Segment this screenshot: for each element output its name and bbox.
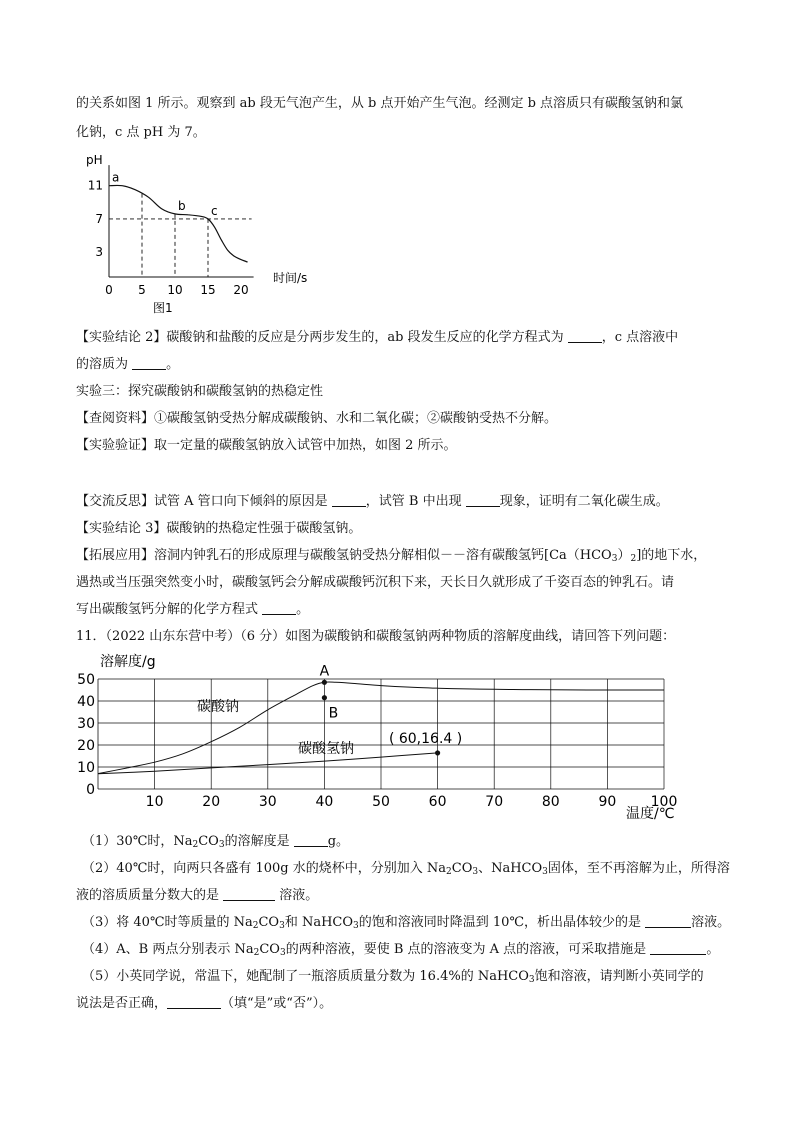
- paragraph-line: 化钠，c 点 pH 为 7。: [76, 125, 206, 140]
- question-4: （4）A、B 两点分别表示 $Na_2CO_3$的两种溶液，要使 B 点的溶液变为 A 点的溶液，可采取措施是 。: [82, 942, 720, 958]
- figure-caption: 图1: [153, 301, 173, 315]
- x-tick-label: 10: [167, 283, 183, 297]
- data-point: [322, 680, 327, 685]
- answer-blank[interactable]: [332, 493, 366, 507]
- y-tick-label: 7: [95, 211, 103, 226]
- x-tick-label: 60: [428, 794, 447, 810]
- paragraph-line: 【实验结论 2】碳酸钠和盐酸的反应是分两步发生的，ab 段发生反应的化学方程式为 ，c 点溶液中: [76, 330, 679, 345]
- question-5: （5）小英同学说，常温下，她配制了一瓶溶质质量分数为 16.4%的 NaHCO$_3$饱和溶液，请判断小英同学的: [82, 969, 704, 985]
- answer-blank[interactable]: [294, 833, 328, 847]
- answer-blank[interactable]: [568, 329, 602, 343]
- x-axis-label: 温度/℃: [626, 806, 675, 822]
- y-axis-label: 溶解度/g: [100, 654, 156, 670]
- data-point: [435, 750, 440, 755]
- point-label: A: [319, 663, 330, 680]
- x-tick-label: 5: [138, 283, 146, 297]
- answer-blank[interactable]: [645, 914, 691, 928]
- paragraph-line: 的关系如图 1 所示。观察到 ab 段无气泡产生，从 b 点开始产生气泡。经测定 b 点溶质只有碳酸氢钠和氯: [76, 96, 684, 111]
- point-label-c: c: [211, 203, 218, 218]
- y-tick-label: 10: [77, 760, 95, 776]
- x-tick-label: 70: [485, 794, 504, 810]
- y-tick-label: 0: [86, 782, 95, 798]
- point-label-b: b: [178, 198, 186, 213]
- data-point: [322, 695, 327, 700]
- paragraph-line: 【查阅资料】①碳酸氢钠受热分解成碳酸钠、水和二氧化碳；②碳酸钠受热不分解。: [76, 411, 558, 426]
- x-tick-label: 0: [105, 283, 113, 297]
- x-tick-label: 20: [233, 283, 249, 297]
- y-axis-label: pH: [86, 153, 103, 167]
- question-2-cont: 液的溶质质量分数大的是 溶液。: [76, 888, 319, 903]
- y-tick-label: 11: [87, 178, 103, 193]
- x-tick-label: 40: [315, 794, 334, 810]
- question-5-cont: 说法是否正确， （填“是”或“否”）。: [76, 996, 333, 1011]
- x-tick-label: 50: [372, 794, 390, 810]
- series-label-na2co3: 碳酸钠: [197, 699, 239, 715]
- y-tick-label: 50: [77, 672, 95, 688]
- y-tick-label: 30: [77, 716, 95, 732]
- figure-1-ph-chart: [80, 150, 320, 318]
- paragraph-line: 【拓展应用】溶洞内钟乳石的形成原理与碳酸氢钠受热分解相似－－溶有碳酸氢钙$[Ca(HCO_3)_2]$的地下水，: [76, 548, 707, 564]
- answer-blank[interactable]: [132, 356, 166, 370]
- question-1: （1）30℃时，$Na_2CO_3$的溶解度是 g。: [82, 834, 350, 850]
- answer-blank[interactable]: [167, 995, 221, 1009]
- answer-blank[interactable]: [223, 887, 275, 901]
- point-label: ( 60,16.4 ): [388, 730, 463, 747]
- x-tick-label: 90: [598, 794, 617, 810]
- answer-blank[interactable]: [650, 941, 706, 955]
- ph-curve: [109, 185, 248, 262]
- paragraph-line: 【实验验证】取一定量的碳酸氢钠放入试管中加热，如图 2 所示。: [76, 438, 457, 453]
- paragraph-line: 写出碳酸氢钙分解的化学方程式 。: [76, 602, 310, 617]
- grid: [98, 679, 664, 789]
- x-tick-label: 30: [258, 794, 277, 810]
- paragraph-line: 【实验结论 3】碳酸钠的热稳定性强于碳酸氢钠。: [76, 521, 362, 536]
- x-tick-label: 80: [541, 794, 560, 810]
- y-tick-label: 20: [77, 738, 95, 754]
- solubility-chart: [77, 650, 690, 826]
- question-3: （3）将 40℃时等质量的 $Na_2CO_3$和 NaHCO$_3$的饱和溶液同时降温到 10℃，析出晶体较少的是 溶液。: [82, 915, 731, 931]
- answer-blank[interactable]: [262, 601, 296, 615]
- y-tick-label: 3: [95, 245, 103, 260]
- paragraph-line: 的溶质为 。: [76, 357, 180, 372]
- series-label-nahco3: 碳酸氢钠: [298, 741, 354, 757]
- paragraph-line: 遇热或当压强突然变小时，碳酸氢钙会分解成碳酸钙沉积下来，天长日久就形成了千姿百态的钟乳石。请: [76, 575, 675, 590]
- y-tick-label: 40: [77, 694, 95, 710]
- x-tick-label: 10: [145, 794, 164, 810]
- section-heading: 实验三：探究碳酸钠和碳酸氢钠的热稳定性: [76, 384, 324, 399]
- question-heading: 11．（2022 山东东营中考）（6 分）如图为碳酸钠和碳酸氢钠两种物质的溶解度曲线，请回答下列问题：: [76, 629, 676, 644]
- paragraph-line: 【交流反思】试管 A 管口向下倾斜的原因是 ，试管 B 中出现 现象，证明有二氧化碳生成。: [76, 494, 669, 509]
- answer-blank[interactable]: [466, 493, 500, 507]
- axes: [88, 165, 254, 297]
- question-2: （2）40℃时，向两只各盛有 100g 水的烧杯中，分别加入 $Na_2CO_3$、NaHCO$_3$固体，至不再溶解为止，所得溶: [82, 861, 730, 877]
- point-label: B: [328, 705, 339, 722]
- x-tick-label: 20: [202, 794, 221, 810]
- x-tick-label: 100: [650, 794, 678, 810]
- point-label-a: a: [112, 170, 120, 185]
- x-tick-label: 15: [200, 283, 216, 297]
- x-axis-label: 时间/s: [273, 271, 308, 285]
